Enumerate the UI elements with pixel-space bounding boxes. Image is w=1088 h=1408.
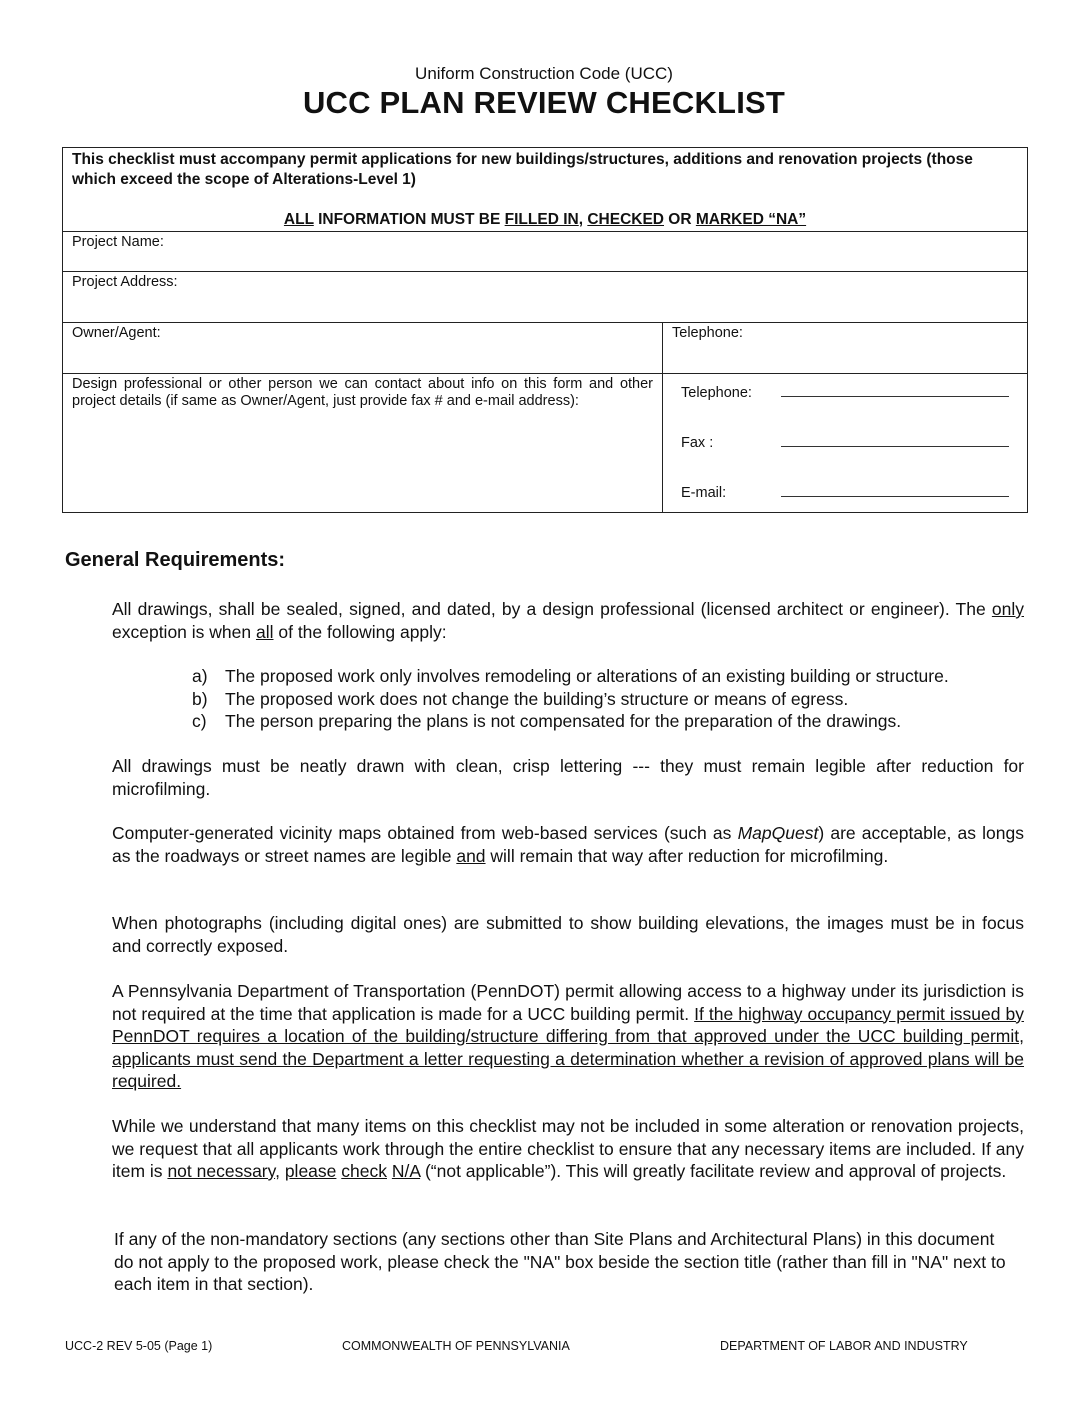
list-item: b) The proposed work does not change the building’s structure or means of egress. [192,688,849,709]
paragraph-vicinity-maps: Computer-generated vicinity maps obtained from web-based services (such as MapQuest) are acceptable, as longs as the roadways or street names are legible and will remain that way after reduction for microfilming. [112,823,1024,866]
design-professional-label: Design professional or other person we can contact about info on this form and other project details (if same as Owner/Agent, just provide fax # and e-mail address): [72,376,653,409]
fill-notice: ALL INFORMATION MUST BE FILLED IN, CHECKED OR MARKED “NA” [283,211,807,228]
paragraph-sealed-drawings: All drawings, shall be sealed, signed, and dated, by a design professional (licensed architect or engineer). The only exception is when all of the following apply: [112,599,1024,642]
footer-department: DEPARTMENT OF LABOR AND INDUSTRY [720,1339,968,1353]
design-telephone-label: Telephone: [681,385,752,401]
design-telephone-line[interactable] [781,382,1009,397]
design-fax-line[interactable] [781,432,1009,447]
owner-telephone-label: Telephone: [672,325,743,341]
design-email-label: E-mail: [681,485,727,501]
list-item: a) The proposed work only involves remodeling or alterations of an existing building or structure. [192,666,949,686]
project-name-field[interactable] [63,232,1028,272]
project-address-label: Project Address: [72,274,178,290]
project-address-field[interactable] [63,272,1028,323]
design-professional-field[interactable] [63,374,663,513]
form-title: UCC PLAN REVIEW CHECKLIST [302,85,786,120]
paragraph-penndot: A Pennsylvania Department of Transportation (PennDOT) permit allowing access to a highway under its jurisdiction is not required at the time that application is made for a UCC building permit. If the highway occupancy permit issued by PennDOT requires a location of the building/structure differing from that approved under the UCC building permit, applicants must send the Department a letter requesting a determination whether a revision of approved plans will be required. [112,981,1024,1091]
paragraph-non-mandatory: If any of the non-mandatory sections (any sections other than Site Plans and Architectural Plans) in this document do not apply to the proposed work, please check the "NA" box beside the section title (rather than fill in "NA" next to each item in that section). [114,1229,1006,1294]
project-name-label: Project Name: [72,234,164,250]
form-subtitle: Uniform Construction Code (UCC) [415,64,673,83]
design-fax-label: Fax : [681,435,714,451]
intro-cell [63,148,1028,232]
intro-text: This checklist must accompany permit applications for new buildings/structures, additions and renovation projects (those which exceed the scope of Alterations-Level 1) [72,151,973,188]
exception-list [192,665,1032,733]
owner-agent-field[interactable] [63,323,663,374]
owner-agent-label: Owner/Agent: [72,325,161,341]
design-email-line[interactable] [781,482,1009,497]
footer-commonwealth: COMMONWEALTH OF PENNSYLVANIA [342,1339,570,1353]
general-requirements-heading: General Requirements: [65,549,286,571]
list-item: c) The person preparing the plans is not compensated for the preparation of the drawings. [192,711,902,731]
paragraph-photographs: When photographs (including digital ones) are submitted to show building elevations, the images must be in focus and correctly exposed. [112,913,1024,956]
footer-form-number: UCC-2 REV 5-05 (Page 1) [65,1339,213,1353]
design-contact-cell [663,374,1028,513]
owner-telephone-field[interactable] [663,323,1028,374]
paragraph-checklist-note: While we understand that many items on this checklist may not be included in some alteration or renovation projects, we request that all applicants work through the entire checklist to ensure that any necessary items are included. If any item is not necessary, please check N/A (“not applicable”). This will greatly facilitate review and approval of projects. [112,1116,1024,1181]
project-info-table [62,147,1028,513]
paragraph-lettering: All drawings must be neatly drawn with clean, crisp lettering --- they must remain legible after reduction for microfilming. [112,756,1024,799]
